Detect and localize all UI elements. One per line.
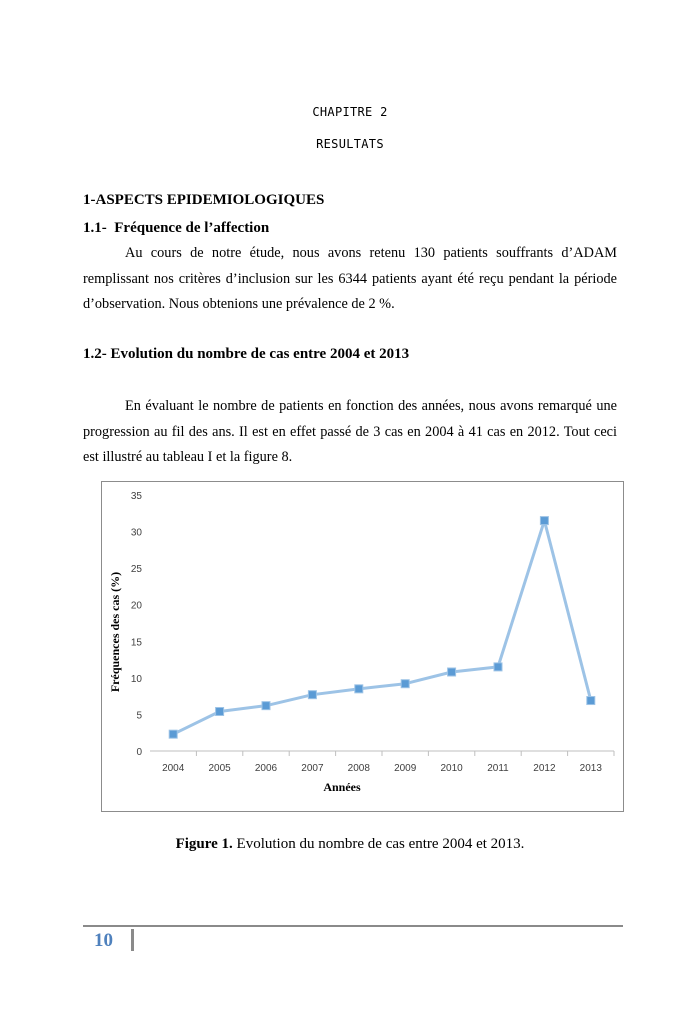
page-number: 10 bbox=[94, 930, 113, 951]
y-tick-label: 25 bbox=[130, 564, 142, 576]
y-tick-label: 20 bbox=[130, 600, 142, 612]
data-point bbox=[216, 708, 224, 716]
line-chart bbox=[102, 482, 623, 811]
y-tick-label: 0 bbox=[136, 747, 142, 758]
x-axis-label: Années bbox=[323, 780, 361, 794]
x-tick-label: 2006 bbox=[254, 763, 278, 774]
page-number-divider bbox=[131, 929, 134, 951]
x-tick-label: 2010 bbox=[440, 763, 463, 774]
data-point bbox=[355, 685, 363, 693]
x-tick-label: 2008 bbox=[347, 763, 370, 774]
x-tick-label: 2007 bbox=[301, 763, 324, 774]
part-heading: RESULTATS bbox=[316, 137, 384, 151]
footer-rule bbox=[83, 925, 623, 927]
section-heading: 1-ASPECTS EPIDEMIOLOGIQUES bbox=[83, 192, 325, 208]
y-tick-label: 35 bbox=[130, 491, 142, 502]
data-point bbox=[262, 702, 270, 710]
y-tick-label: 30 bbox=[130, 527, 142, 539]
paragraph-frequency: Au cours de notre étude, nous avons retenu 130 patients souffrants d’ADAM remplissant nos critères d’inclusion sur les 6344 patients ayant été reçu pendant la période d’observation. Nous obtenions une prévalence de 2 %. bbox=[83, 245, 617, 312]
data-point bbox=[494, 663, 502, 671]
y-tick-label: 10 bbox=[130, 673, 142, 685]
y-axis-label: Fréquences des cas (%) bbox=[108, 571, 122, 693]
data-point bbox=[540, 517, 548, 525]
chapter-heading: CHAPITRE 2 bbox=[312, 105, 388, 119]
paragraph-evolution: En évaluant le nombre de patients en fonction des années, nous avons remarqué une progression au fil des ans. Il est en effet passé de 3 cas en 2004 à 41 cas en 2012. Tout ceci est illustré au tableau I et la figure 8. bbox=[83, 398, 617, 465]
data-point bbox=[587, 697, 595, 705]
x-tick-label: 2009 bbox=[394, 763, 417, 774]
caption-label: Figure 1. bbox=[175, 836, 233, 852]
chart-frame bbox=[101, 481, 624, 812]
series-line bbox=[173, 521, 591, 735]
y-tick-label: 5 bbox=[136, 710, 142, 722]
data-point bbox=[448, 668, 456, 676]
figure-caption bbox=[0, 836, 700, 853]
subsection-heading-evolution: 1.2- Evolution du nombre de cas entre 2004 et 2013 bbox=[83, 346, 410, 362]
data-point bbox=[401, 680, 409, 688]
x-tick-label: 2004 bbox=[162, 763, 185, 774]
caption-text: Evolution du nombre de cas entre 2004 et 2013. bbox=[232, 836, 525, 852]
subsection-heading-frequency: 1.1- Fréquence de l’affection bbox=[83, 220, 270, 236]
data-point bbox=[169, 730, 177, 738]
x-tick-label: 2013 bbox=[579, 763, 602, 774]
data-point bbox=[308, 691, 316, 699]
y-tick-label: 15 bbox=[130, 637, 142, 649]
x-tick-label: 2011 bbox=[487, 763, 509, 774]
x-tick-label: 2005 bbox=[208, 763, 231, 774]
x-tick-label: 2012 bbox=[533, 763, 556, 774]
